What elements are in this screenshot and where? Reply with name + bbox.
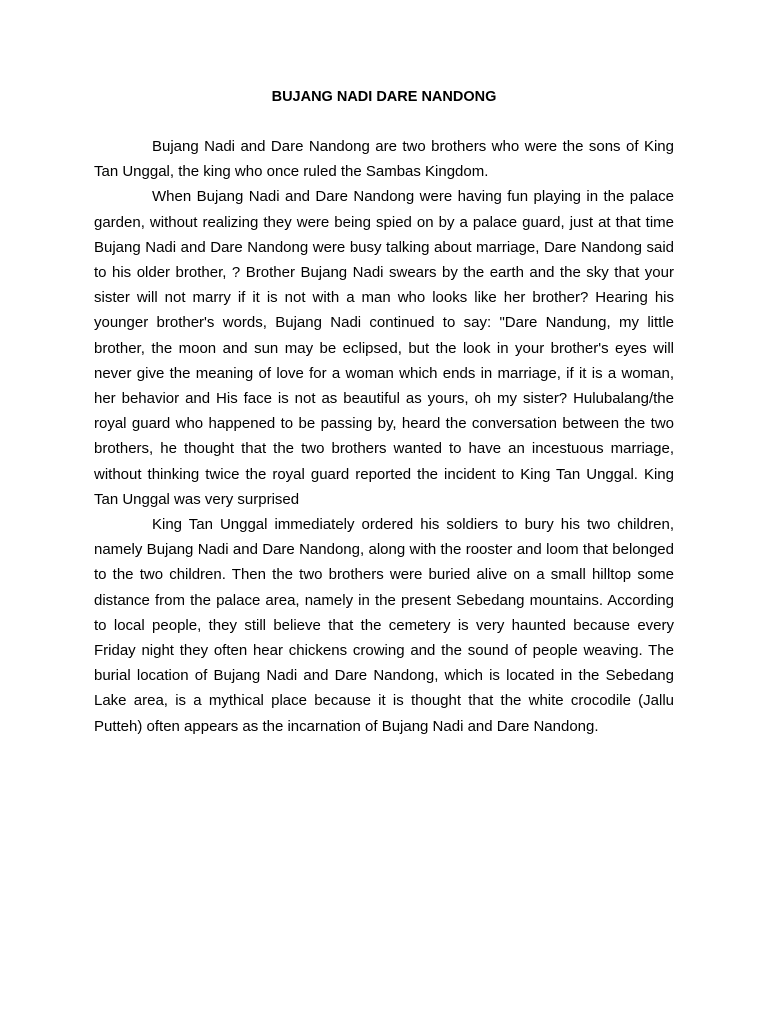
paragraph-conversation: When Bujang Nadi and Dare Nandong were having fun playing in the palace garden, without realizing they were being spied on by a palace guard, just at that time Bujang Nadi and Dare Nandong were busy talking about marriage, Dare Nandong said to his older brother, ? Brother Bujang Nadi swears by the earth and the sky that your sister will not marry if it is not with a man who looks like her brother? Hearing his younger brother's words, Bujang Nadi continued to say: "Dare Nandung, my little brother, the moon and sun may be eclipsed, but the look in your brother's eyes will never give the meaning of love for a woman which ends in marriage, if it is a woman, her behavior and His face is not as beautiful as yours, oh my sister? Hulubalang/the royal guard who happened to be passing by, heard the conversation between the two brothers, he thought that the two brothers wanted to have an incestuous marriage, without thinking twice the royal guard reported the incident to King Tan Unggal. King Tan Unggal was very surprised xyxy=(94,188,674,508)
paragraph-intro: Bujang Nadi and Dare Nandong are two brothers who were the sons of King Tan Unggal, the king who once ruled the Sambas Kingdom. xyxy=(94,138,674,181)
paragraph-burial: King Tan Unggal immediately ordered his soldiers to bury his two children, namely Bujang Nadi and Dare Nandong, along with the rooster and loom that belonged to the two children. Then the two brothers were buried alive on a small hilltop some distance from the palace area, namely in the present Sebedang mountains. According to local people, they still believe that the cemetery is very haunted because every Friday night they often hear chickens crowing and the sound of people weaving. The burial location of Bujang Nadi and Dare Nandong, which is located in the Sebedang Lake area, is a mythical place because it is thought that the white crocodile (Jallu Putteh) often appears as the incarnation of Bujang Nadi and Dare Nandong. xyxy=(94,516,674,735)
document-body xyxy=(94,134,674,739)
document-title: BUJANG NADI DARE NANDONG xyxy=(271,89,497,105)
